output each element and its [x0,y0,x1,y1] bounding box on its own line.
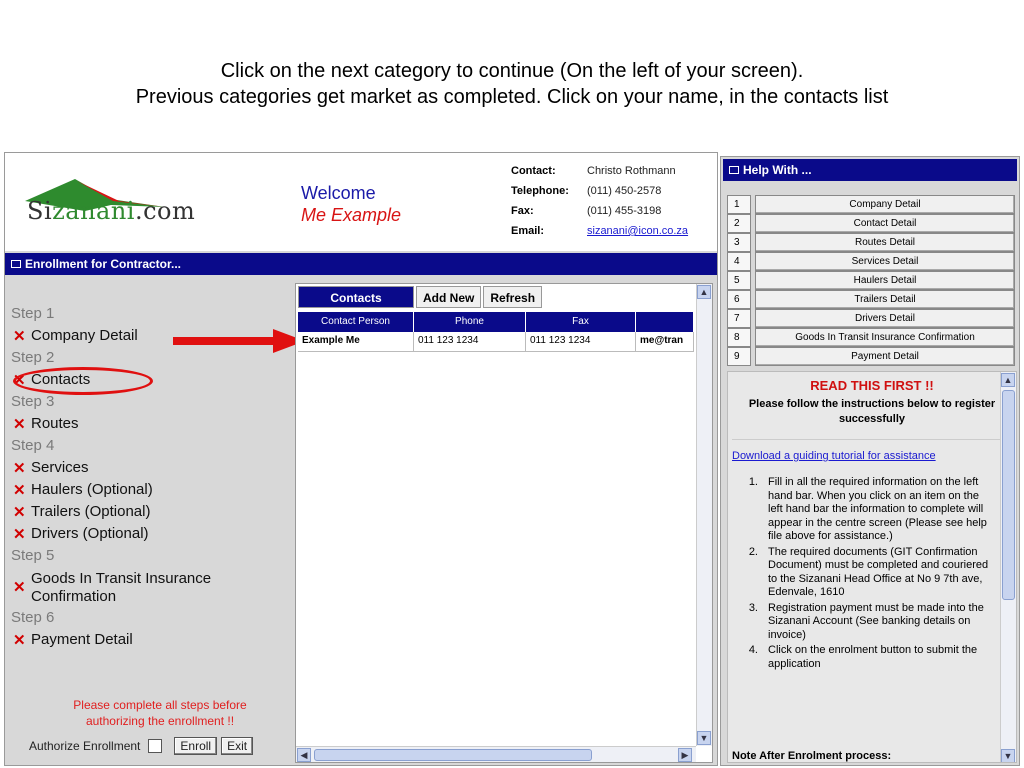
caption-line-1: Click on the next category to continue (On the left of your screen). [220,60,804,82]
help-item[interactable] [727,233,1015,252]
help-item[interactable] [727,214,1015,233]
scroll-down-icon[interactable]: ▼ [697,731,711,745]
exit-button[interactable]: Exit [221,737,253,755]
logo-text-part: Si [27,197,53,225]
instruction-number: 3. [748,601,758,614]
incomplete-x-icon: ✕ [13,416,26,433]
column-header [636,312,694,332]
warning-line-2: authorizing the enrollment !! [85,714,235,728]
read-first-box [727,371,1017,763]
email-link[interactable]: sizanani@icon.co.za [587,225,689,237]
horizontal-scroll-thumb[interactable] [314,749,592,761]
red-arrow-icon [173,329,305,353]
help-item-number: 6 [727,290,751,309]
step-label: Step 3 [11,393,55,410]
nav-item-payment-detail[interactable] [11,629,291,651]
refresh-button[interactable]: Refresh [483,286,542,308]
help-item[interactable] [727,290,1015,309]
scroll-up-icon[interactable]: ▲ [1001,373,1015,387]
nav-item-label: Contacts [31,371,91,388]
table-header [298,312,694,332]
help-item-button[interactable]: Routes Detail [755,233,1015,252]
incomplete-x-icon: ✕ [13,632,26,649]
add-new-button[interactable]: Add New [416,286,481,308]
incomplete-x-icon: ✕ [13,504,26,521]
help-item[interactable] [727,328,1015,347]
caption-line-2: Previous categories get market as completed. Click on your name, in the contacts list [135,86,889,108]
fax-value: (011) 455-3198 [587,205,662,217]
user-name: Me Example [301,205,402,225]
nav-item-trailers-optional[interactable] [11,501,291,523]
help-item-button[interactable]: Drivers Detail [755,309,1015,328]
help-item-number: 8 [727,328,751,347]
help-item-button[interactable]: Contact Detail [755,214,1015,233]
fax-cell: 011 123 1234 [526,332,636,352]
page-header [5,153,717,251]
instruction-text: Fill in all the required information on the left hand bar. When you click on an item on the left hand bar the information to complete will appear in the centre screen (Please see help file above for assistance.) [768,476,987,542]
instruction-number: 2. [748,545,758,558]
logo-text [27,197,195,225]
help-item-number: 5 [727,271,751,290]
column-header: Contact Person [298,312,414,332]
nav-item-services[interactable] [11,457,291,479]
contact-person-cell[interactable]: Example Me [298,332,414,352]
help-item-button[interactable]: Services Detail [755,252,1015,271]
phone-cell: 011 123 1234 [414,332,526,352]
help-item-number: 2 [727,214,751,233]
contacts-table [298,312,694,352]
warning-line-1: Please complete all steps before [73,698,247,712]
column-header: Fax [526,312,636,332]
divider [732,439,1000,440]
nav-item-label: Drivers (Optional) [31,525,149,542]
help-scroll-thumb[interactable] [1002,390,1015,600]
help-item-button[interactable]: Trailers Detail [755,290,1015,309]
help-item[interactable] [727,271,1015,290]
contact-value: Christo Rothmann [587,165,676,177]
tutorial-link[interactable]: Download a guiding tutorial for assistance [732,450,936,462]
instruction-item [740,602,996,643]
scroll-down-icon[interactable]: ▼ [1001,749,1015,763]
vertical-scrollbar[interactable] [696,284,712,746]
help-title: Help With ... [743,163,812,177]
incomplete-x-icon: ✕ [13,328,26,345]
table-row[interactable] [298,332,694,352]
authorize-row [29,737,253,755]
help-vertical-scrollbar[interactable] [1000,372,1016,763]
instruction-item [740,644,996,671]
telephone-label: Telephone: [511,185,569,197]
logo-text-part: zanani [52,197,135,225]
nav-item-label: Trailers (Optional) [31,503,151,520]
contacts-highlight-ring [13,367,153,395]
help-item-number: 3 [727,233,751,252]
scroll-up-icon[interactable]: ▲ [697,285,711,299]
step-label: Step 1 [11,305,55,322]
help-item[interactable] [727,252,1015,271]
incomplete-x-icon: ✕ [13,482,26,499]
contacts-tabs [298,286,544,310]
help-titlebar [723,159,1017,181]
telephone-value: (011) 450-2578 [587,185,662,197]
welcome-label: Welcome [301,183,376,203]
incomplete-x-icon: ✕ [13,460,26,477]
help-item[interactable] [727,309,1015,328]
read-title: READ THIS FIRST !! [810,378,934,393]
fax-label: Fax: [511,205,534,217]
help-item-number: 4 [727,252,751,271]
enrollment-window [4,152,718,766]
help-item-button[interactable]: Haulers Detail [755,271,1015,290]
instruction-list [740,476,996,671]
instruction-item [740,546,996,600]
instruction-text: Registration payment must be made into the Sizanani Account (See banking details on invoice) [768,601,984,641]
step-label: Step 5 [11,547,55,564]
help-item-number: 9 [727,347,751,366]
step-label: Step 2 [11,349,55,366]
logo-text-part: .com [134,197,196,225]
read-subtitle: Please follow the instructions below to register successfully [748,398,996,425]
incomplete-x-icon: ✕ [13,579,26,596]
incomplete-x-icon: ✕ [13,526,26,543]
scroll-left-icon[interactable]: ◀ [297,748,311,762]
authorize-checkbox[interactable] [148,739,162,753]
nav-item-label: Routes [31,415,79,432]
help-panel [720,156,1020,766]
help-item-number: 1 [727,195,751,214]
email-label: Email: [511,225,545,237]
help-item-number: 7 [727,309,751,328]
nav-item-goods-in-transit-insurance-confirmation[interactable] [11,567,291,607]
enrollment-warning [45,697,275,729]
nav-item-label: Goods In Transit Insurance Confirmation [31,570,212,605]
help-item[interactable] [727,347,1015,366]
instruction-text: Click on the enrolment button to submit the application [768,644,978,670]
nav-item-label: Haulers (Optional) [31,481,153,498]
step-label: Step 4 [11,437,55,454]
form-icon [729,166,739,174]
help-item[interactable] [727,195,1015,214]
nav-item-drivers-optional[interactable] [11,523,291,545]
email-cell: me@tran [636,332,694,352]
contact-label: Contact: [511,165,556,177]
instruction-caption [0,58,1024,110]
enrolment-note: Note After Enrolment process: [732,750,892,762]
column-header: Phone [414,312,526,332]
nav-item-label: Services [31,459,89,476]
scroll-right-icon[interactable]: ▶ [678,748,692,762]
nav-item-haulers-optional[interactable] [11,479,291,501]
horizontal-scrollbar[interactable] [296,746,696,762]
instruction-item [740,476,996,544]
nav-item-label: Payment Detail [31,631,133,648]
help-item-button[interactable]: Payment Detail [755,347,1015,366]
enrollment-title: Enrollment for Contractor... [25,257,182,271]
help-item-button[interactable]: Company Detail [755,195,1015,214]
authorize-label: Authorize Enrollment [29,739,141,753]
enroll-button[interactable]: Enroll [174,737,217,755]
nav-item-label: Company Detail [31,327,138,344]
step-nav [11,303,291,651]
form-icon [11,260,21,268]
help-list [727,195,1015,366]
tab-contacts[interactable]: Contacts [298,286,414,308]
enrollment-titlebar [5,253,717,275]
incomplete-x-icon: ✕ [13,372,26,389]
instruction-number: 4. [748,644,758,656]
help-item-button[interactable]: Goods In Transit Insurance Confirmation [755,328,1015,347]
contacts-panel [295,283,713,763]
instruction-text: The required documents (GIT Confirmation Document) must be completed and couriered to the Sizanani Head Office at No 9 7th ave, Edenvale, 1610 [768,545,989,598]
instruction-number: 1. [748,476,758,488]
step-label: Step 6 [11,609,55,626]
nav-item-routes[interactable] [11,413,291,435]
